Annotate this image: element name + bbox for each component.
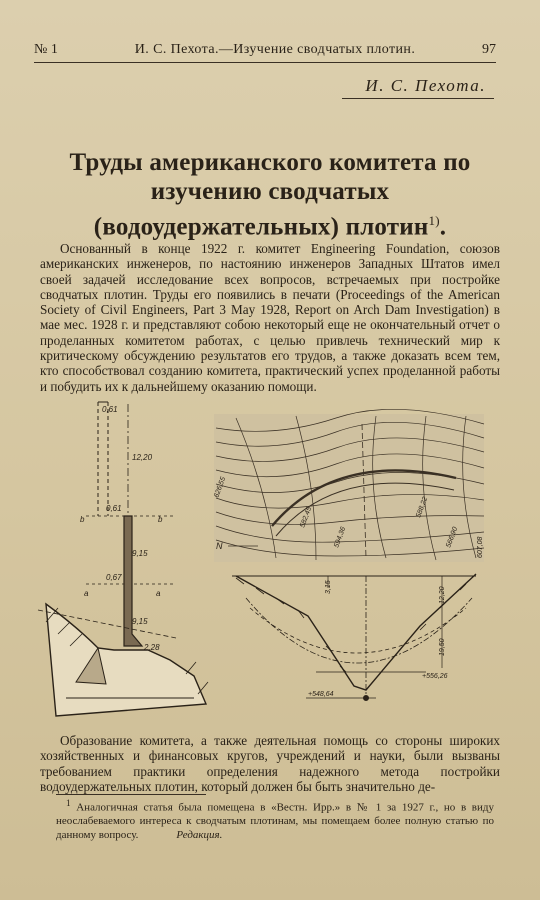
author-rule xyxy=(342,98,494,99)
dam-figure xyxy=(36,398,498,728)
north-arrow-label: N xyxy=(216,541,223,551)
article-title: Труды американского комитета по изучению сводчатых (водоудержательных) плотин$^{1)}$. xyxy=(69,149,471,241)
width-label-top: 0,61 xyxy=(102,405,118,414)
cross-section-labels xyxy=(80,405,163,652)
running-header xyxy=(34,40,496,60)
height-label-middle: 9,15 xyxy=(132,549,148,558)
profile-height-2: 19,50 xyxy=(439,638,446,656)
level-b-right: b xyxy=(158,515,163,524)
contour-label-5: 566,90 xyxy=(445,526,460,549)
title-footnote-mark: 1) xyxy=(428,213,440,228)
dam-cross-section xyxy=(38,402,208,716)
elevation-label-2: +548,64 xyxy=(308,691,334,698)
article-title-text: Труды американского комитета по изучению сводчатых (водоудержательных) плотин xyxy=(69,149,471,241)
header-rule xyxy=(34,62,496,63)
width-label-low: 0,67 xyxy=(106,573,122,582)
width-label-mid: 0,61 xyxy=(106,504,122,513)
footnote-mark: 1 xyxy=(66,798,71,808)
contour-label-3: 594,36 xyxy=(333,526,348,549)
paragraph-2-text: Образование комитета, а также деятельная помощь со стороны широких хозяйственных и финансовых кругов, учреждений и науки, были вызваны требованием практики определения надежного метода постройки водоудержательных плотин, который должен бы быть значительно де- xyxy=(40,733,500,794)
editorial-signature: Редакция. xyxy=(176,828,223,841)
dam-plan-contours xyxy=(214,409,484,562)
footnote xyxy=(56,797,494,842)
paragraph-1-text: Основанный в конце 1922 г. комитет Engineering Foundation, союзов американских инженеров, по настоянию инженеров Западных Штатов имел своей задачей исследование всех вопросов, встречаемых при постройке сводчатых плотин. Труды его появились в печати (Proceedings of the American Society of Civil Engineers, Part 3 May 1928, Report on Arch Dam Investigation) в мае мес. 1928 г. и представляют собою некоторый еще не окончательный отчет о проделанных комитетом работах, с целью привлечь технический мир к критическому обсуждению результатов его трудов, а также доказать всем тем, кто способствовал созданию комитета, практический успех проделанной работы и побудить их к дальнейшему оказанию помощи. xyxy=(40,241,500,394)
page-number: 97 xyxy=(482,42,496,57)
height-label-upper: 12,20 xyxy=(132,453,153,462)
contour-label-4: 588,22 xyxy=(415,496,430,519)
paragraph-2 xyxy=(40,733,500,794)
elevation-label-1: +556,26 xyxy=(422,673,448,680)
height-label-lower: 9,15 xyxy=(132,617,148,626)
base-width-label: 2,28 xyxy=(144,643,160,652)
profile-height-1: 12,20 xyxy=(439,586,446,604)
level-a-left: a xyxy=(84,589,89,598)
footnote-text: Аналогичная статья была помещена в «Вестн. Ирр.» в № 1 за 1927 г., но в виду неослабеваемого интереса к сводчатым плотинам, мы помещаем более полную статью по данному вопросу. xyxy=(56,801,494,841)
contour-label-1: 626,55 xyxy=(213,476,228,499)
footnote-rule xyxy=(56,794,206,795)
issue-number: № 1 xyxy=(34,42,58,57)
profile-height-3: 3,15 xyxy=(325,580,332,594)
contour-label-6: 607,08 xyxy=(477,536,484,558)
running-title: И. С. Пехота.—Изучение сводчатых плотин. xyxy=(134,42,416,57)
author-signature: И. С. Пехота. xyxy=(365,76,486,95)
contour-label-2: 582,45 xyxy=(299,506,314,529)
level-b-left: b xyxy=(80,515,85,524)
paragraph-1 xyxy=(40,241,500,394)
level-a-right: a xyxy=(156,589,161,598)
